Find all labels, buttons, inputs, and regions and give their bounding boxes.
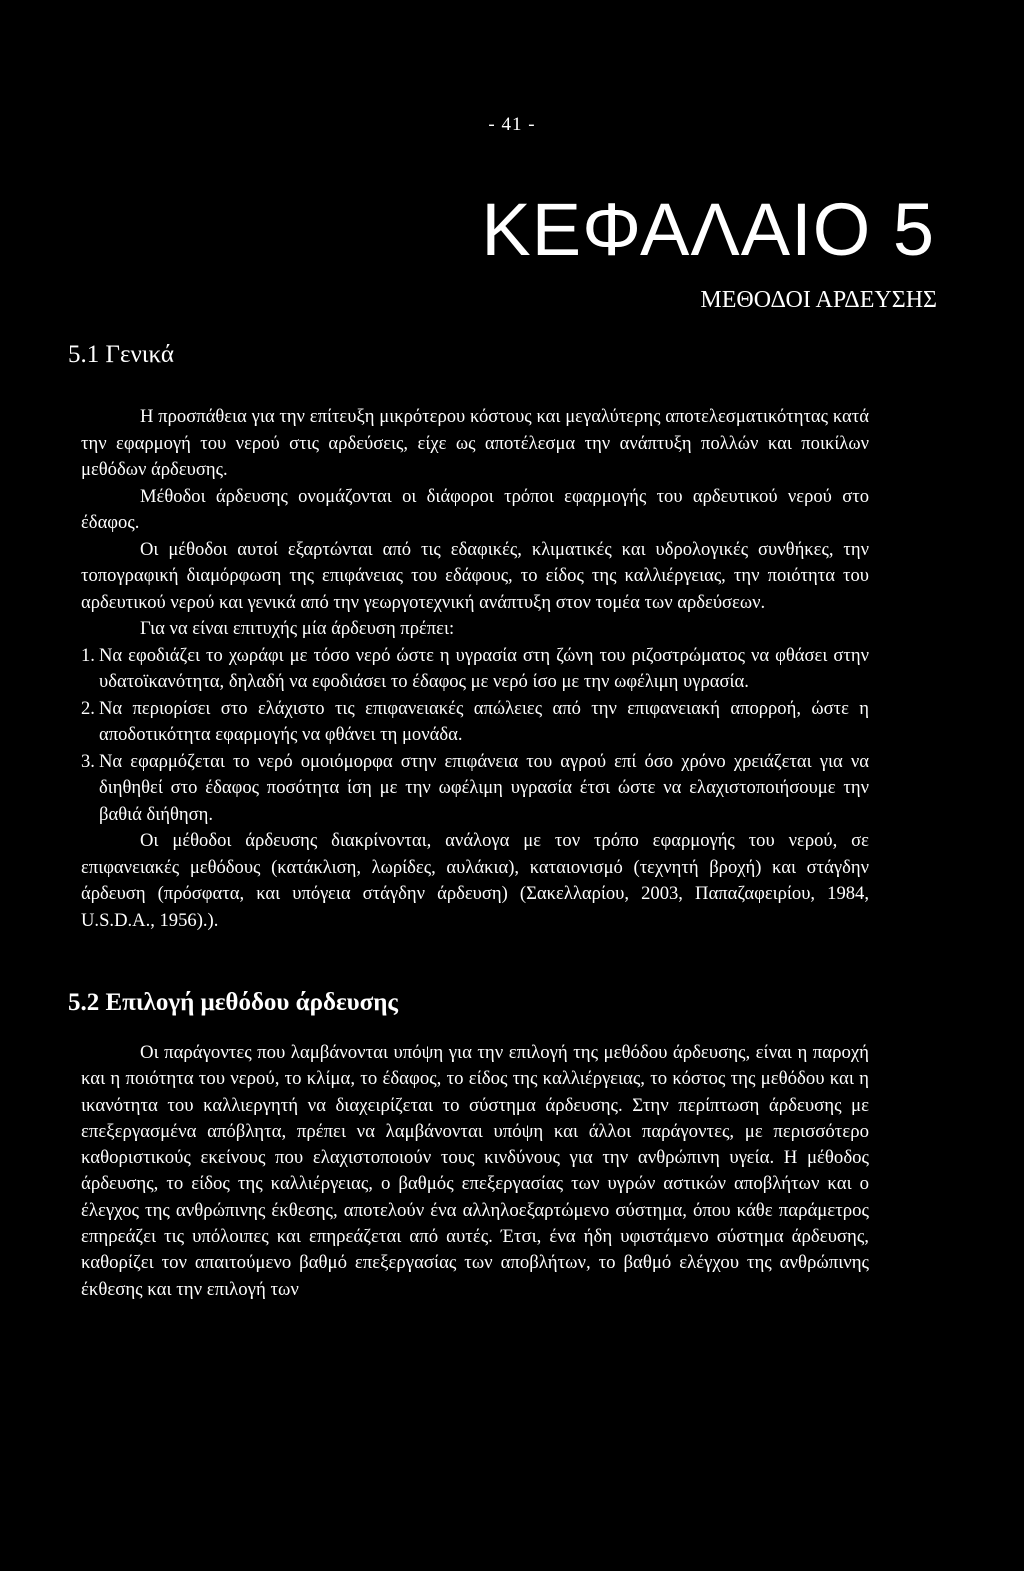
list-item: [81, 749, 869, 829]
chapter-subtitle: ΜΕΘΟΔΟΙ ΑΡΔΕΥΣΗΣ: [700, 287, 937, 313]
list-text: Να εφαρμόζεται το νερό ομοιόμορφα στην επιφάνεια του αγρού επί όσο χρόνο χρειάζεται για να διηθηθεί στο έδαφος ποσότητα ίση με την ωφέλιμη υγρασία έτσι ώστε να ελαχιστοποιήσουμε την βαθιά διήθηση.: [99, 750, 869, 825]
paragraph: Για να είναι επιτυχής μία άρδευση πρέπει:: [140, 618, 455, 639]
list-number: 1.: [81, 644, 95, 666]
paragraph: Μέθοδοι άρδευσης ονομάζονται οι διάφοροι τρόποι εφαρμογής του αρδευτικού νερού στο έδαφος.: [81, 485, 869, 533]
section-method-selection-body: [81, 1040, 869, 1303]
paragraph: Η προσπάθεια για την επίτευξη μικρότερου κόστους και μεγαλύτερης αποτελεσματικότητας κατά την εφαρμογή του νερού στις αρδεύσεις, είχε ως αποτέλεσμα την ανάπτυξη πολλών και ποικίλων μεθόδων άρδευσης.: [81, 406, 869, 480]
paragraph: Οι παράγοντες που λαμβάνονται υπόψη για την επιλογή της μεθόδου άρδευσης, είναι η παροχή και η ποιότητα του νερού, το κλίμα, το έδαφος, το είδος της καλλιέργειας, το κόστος της μεθόδου και η ικανότητα του καλλιεργητή να διαχειρίζεται το σύστημα άρδευσης. Στην περίπτωση άρδευσης με επεξεργασμένα απόβλητα, πρέπει να λαμβάνονται υπόψη και άλλοι παράγοντες, με περισσότερο καθοριστικούς εκείνους που ελαχιστοποιούν τους κινδύνους για την ανθρώπινη υγεία. Η μέθοδος άρδευσης, το είδος της καλλιέργειας, ο βαθμός επεξεργασίας των υγρών αστικών αποβλήτων και ο έλεγχος της ανθρώπινης έκθεσης, αποτελούν ένα αλληλοεξαρτώμενο σύστημα, όπου κάθε παράμετρος επηρεάζει τις υπόλοιπες και επηρεάζεται από αυτές. Έτσι, ένα ήδη υφιστάμενο σύστημα άρδευσης, καθορίζει τον απαιτούμενο βαθμό επεξεργασίας των αποβλήτων, το βαθμό ελέγχου της ανθρώπινης έκθεσης και την επιλογή των: [81, 1042, 869, 1300]
page-number: - 41 -: [488, 114, 536, 135]
list-number: 2.: [81, 697, 95, 719]
list-text: Να περιορίσει στο ελάχιστο τις επιφανειακές απώλειες από την επιφανειακή απορροή, ώστε η αποδοτικότητα εφαρμογής να φθάνει τη μονάδα.: [99, 697, 869, 745]
chapter-title: ΚΕΦΑΛΑΙΟ 5: [481, 188, 935, 271]
paragraph: Οι μέθοδοι αυτοί εξαρτώνται από τις εδαφικές, κλιματικές και υδρολογικές συνθήκες, την τοπογραφική διαμόρφωση της επιφάνειας του εδάφους, το είδος της καλλιέργειας, την ποιότητα του αρδευτικού νερού και γενικά από την γεωργοτεχνική ανάπτυξη στον τομέα των αρδεύσεων.: [81, 538, 869, 613]
list-item: [81, 696, 869, 749]
list-text: Να εφοδιάζει το χωράφι με τόσο νερό ώστε η υγρασία στη ζώνη του ριζοστρώματος να φθάσει στην υδατοϊκανότητα, δηλαδή να εφοδιάσει το έδαφος με νερό ίσο με την ωφέλιμη υγρασία.: [99, 644, 869, 692]
section-heading-method-selection: 5.2 Επιλογή μεθόδου άρδευσης: [68, 989, 398, 1016]
list-number: 3.: [81, 750, 95, 772]
section-heading-general: 5.1 Γενικά: [68, 341, 174, 368]
section-general-body: [81, 404, 869, 934]
paragraph: Οι μέθοδοι άρδευσης διακρίνονται, ανάλογα με τον τρόπο εφαρμογής του νερού, σε επιφανειακές μεθόδους (κατάκλιση, λωρίδες, αυλάκια), καταιονισμό (τεχνητή βροχή) και στάγδην άρδευση (πρόσφατα, και υπόγεια στάγδην άρδευση) (Σακελλαρίου, 2003, Παπαζαφειρίου, 1984, U.S.D.A., 1956).).: [81, 830, 869, 931]
list-item: [81, 643, 869, 696]
